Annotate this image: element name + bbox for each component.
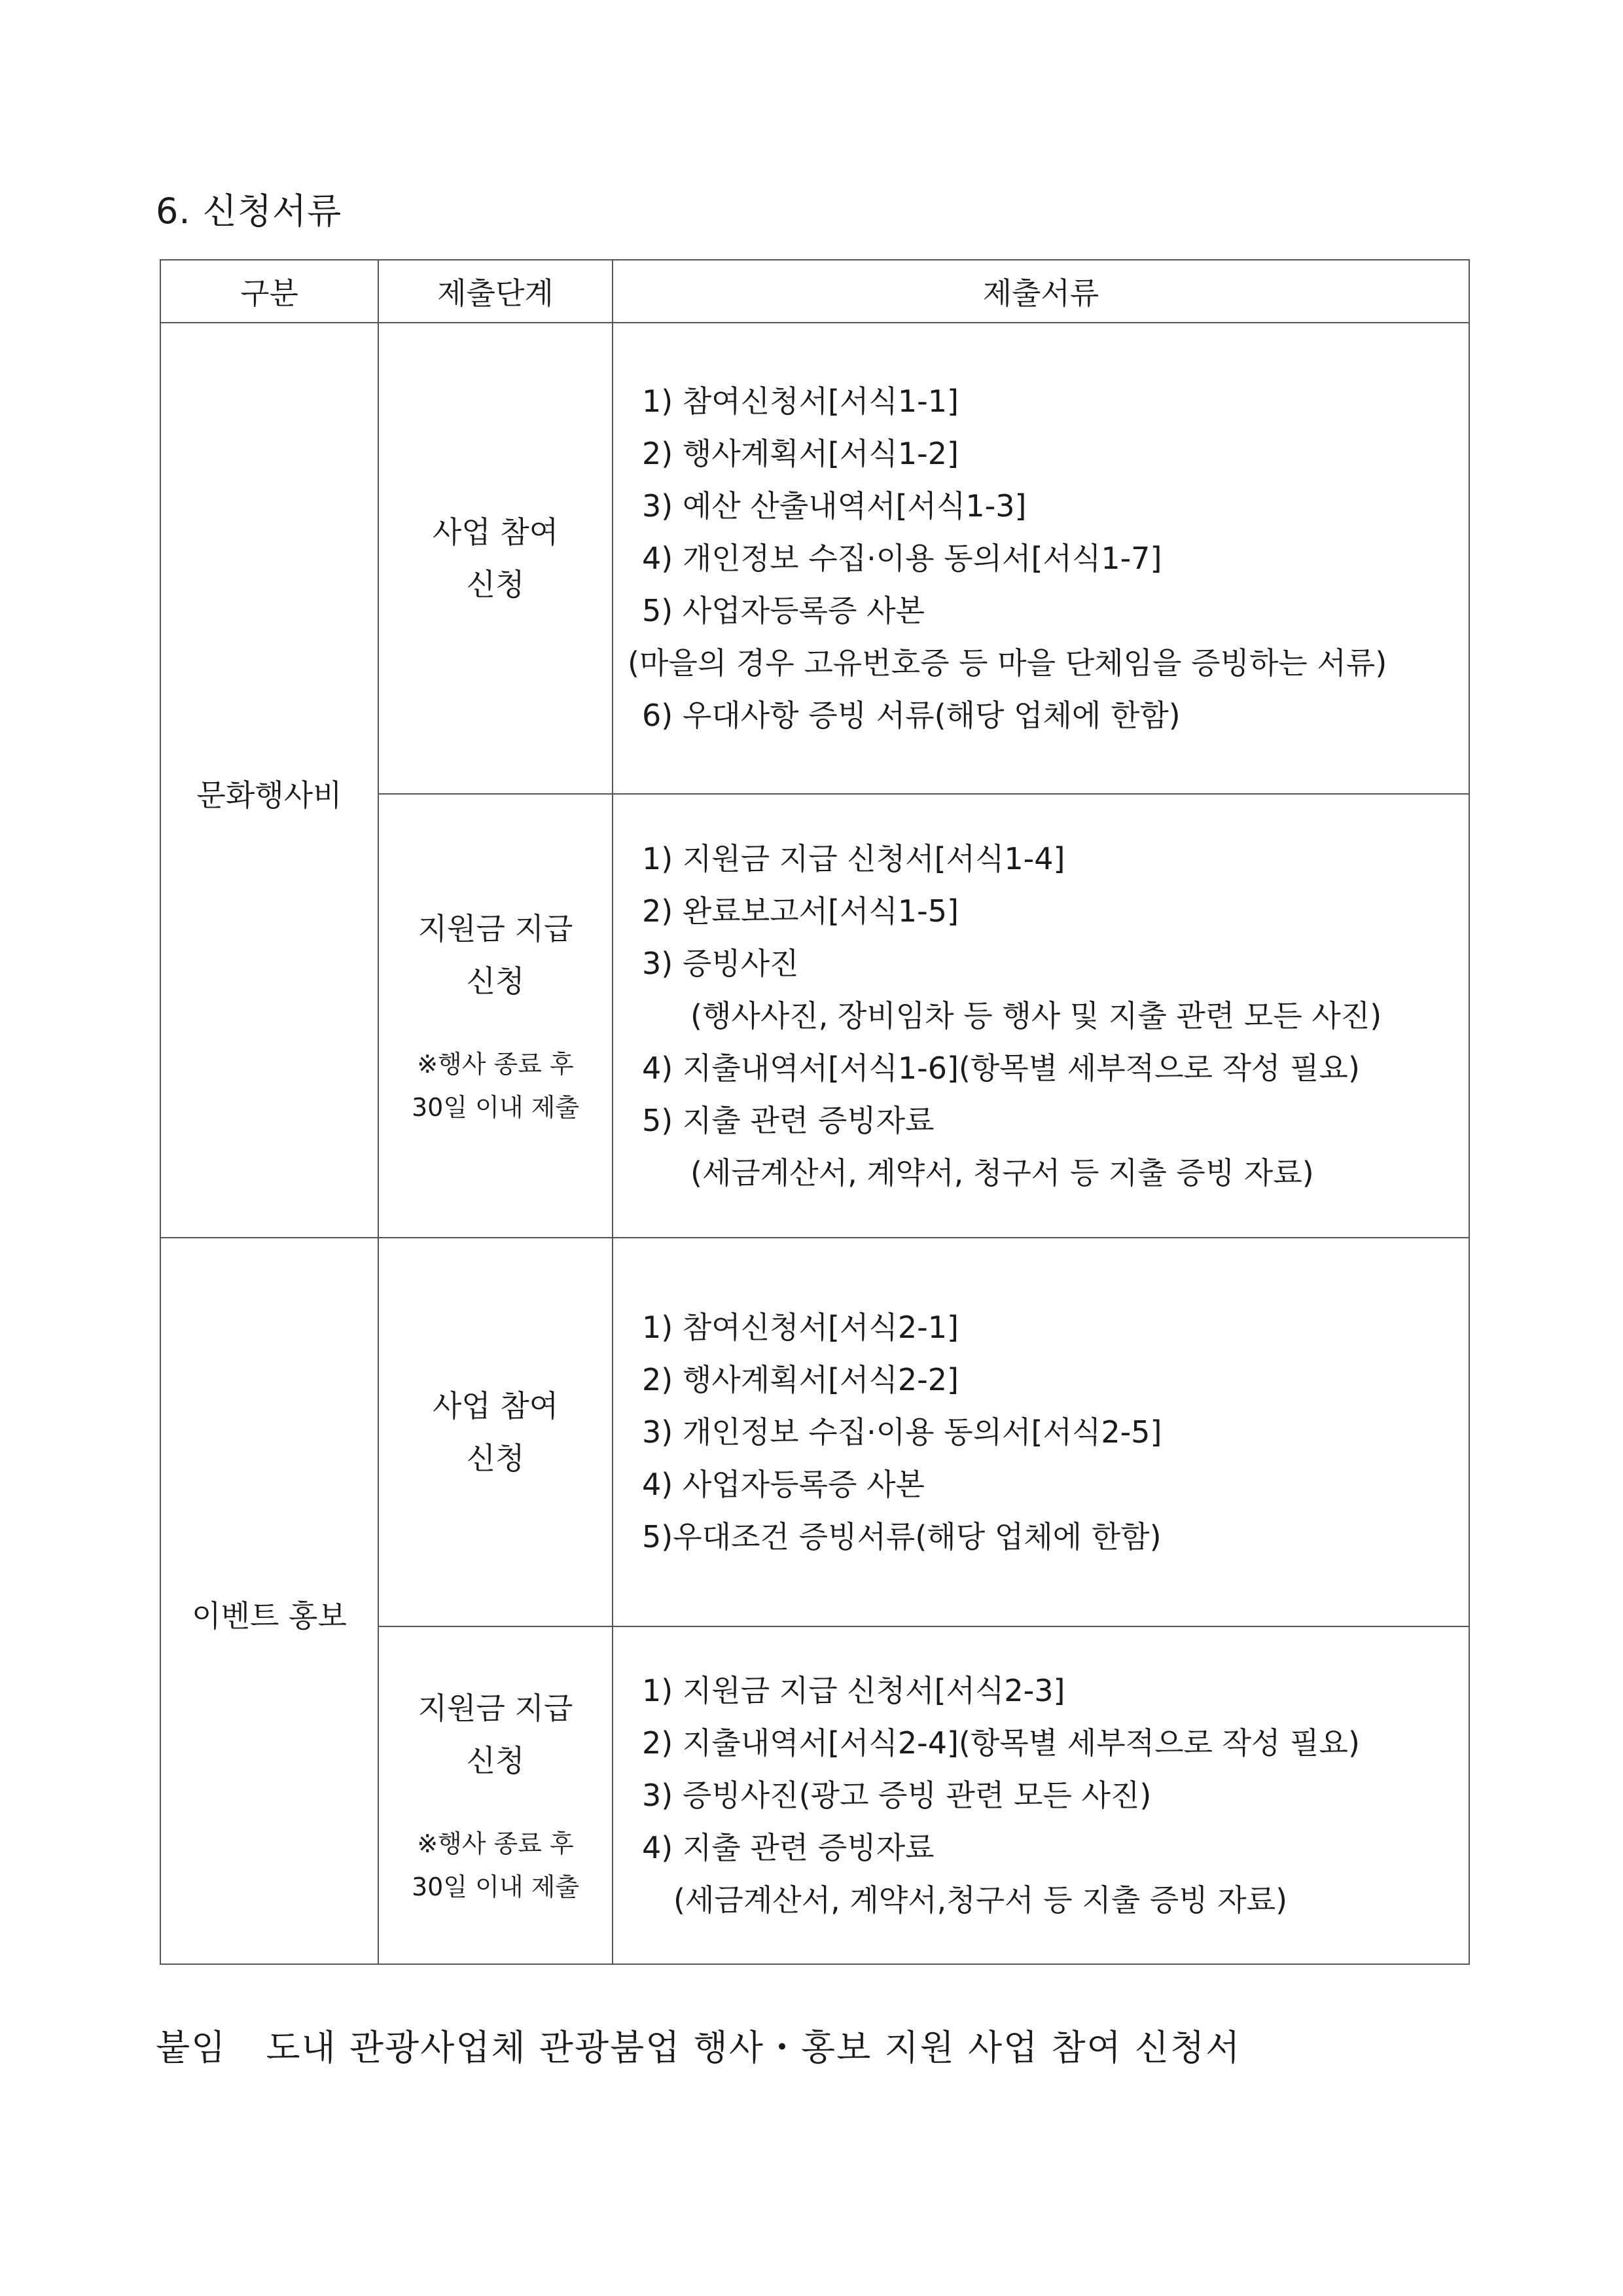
document-item: 2) 행사계획서[서식1-2] xyxy=(642,436,959,471)
document-item: 5)우대조건 증빙서류(해당 업체에 한함) xyxy=(642,1519,1162,1554)
category-label: 이벤트 홍보 xyxy=(192,1598,347,1634)
documents-table xyxy=(160,259,1470,1965)
stage-line: 신청 xyxy=(466,1441,525,1476)
stage-line: 지원금 지급 xyxy=(418,911,573,946)
document-item: 2) 완료보고서[서식1-5] xyxy=(642,893,959,929)
table-row xyxy=(160,323,1469,794)
stage-note: 30일 이내 제출 xyxy=(411,1093,580,1122)
header-stage: 제출단계 xyxy=(378,260,613,323)
category-cell xyxy=(160,323,378,1238)
document-item: 1) 참여신청서[서식2-1] xyxy=(642,1310,959,1345)
document-item: 1) 지원금 지급 신청서[서식2-3] xyxy=(642,1673,1065,1708)
document-item: 3) 개인정보 수집·이용 동의서[서식2-5] xyxy=(642,1414,1162,1450)
section-title: 6. 신청서류 xyxy=(156,190,342,232)
documents-cell xyxy=(613,1626,1469,1964)
documents-cell xyxy=(613,794,1469,1238)
attachment-line xyxy=(156,2025,1241,2071)
document-item: 3) 예산 산출내역서[서식1-3] xyxy=(642,488,1027,524)
stage-cell xyxy=(378,1238,613,1626)
category-cell xyxy=(160,1238,378,1964)
documents-cell xyxy=(613,323,1469,794)
document-item: 5) 지출 관련 증빙자료 xyxy=(642,1103,935,1138)
document-item-detail: (마을의 경우 고유번호증 등 마을 단체임을 증빙하는 서류) xyxy=(628,645,1387,681)
document-item: 3) 증빙사진 xyxy=(642,946,799,981)
document-item-detail: (세금계산서, 계약서, 청구서 등 지출 증빙 자료) xyxy=(690,1155,1314,1191)
document-item: 4) 개인정보 수집·이용 동의서[서식1-7] xyxy=(642,541,1162,576)
stage-note: 30일 이내 제출 xyxy=(411,1873,580,1901)
stage-line: 지원금 지급 xyxy=(418,1691,573,1726)
document-item: 1) 지원금 지급 신청서[서식1-4] xyxy=(642,841,1065,876)
document-item: 4) 지출내역서[서식1-6](항목별 세부적으로 작성 필요) xyxy=(642,1050,1360,1086)
document-item: 4) 사업자등록증 사본 xyxy=(642,1467,925,1502)
document-item: 2) 행사계획서[서식2-2] xyxy=(642,1362,959,1397)
stage-line: 사업 참여 xyxy=(432,1388,559,1424)
document-item: 3) 증빙사진(광고 증빙 관련 모든 사진) xyxy=(642,1778,1152,1813)
attachment-label: 붙임 xyxy=(156,2027,227,2068)
stage-line: 신청 xyxy=(466,963,525,999)
stage-line: 사업 참여 xyxy=(432,514,559,550)
stage-cell xyxy=(378,323,613,794)
stage-cell xyxy=(378,794,613,1238)
stage-cell xyxy=(378,1626,613,1964)
stage-note: ※행사 종료 후 xyxy=(417,1050,574,1079)
category-label: 문화행사비 xyxy=(196,778,342,813)
document-item: 4) 지출 관련 증빙자료 xyxy=(642,1830,935,1865)
table-header-row xyxy=(160,260,1469,323)
document-item: 6) 우대사항 증빙 서류(해당 업체에 한함) xyxy=(642,698,1181,733)
document-item: 2) 지출내역서[서식2-4](항목별 세부적으로 작성 필요) xyxy=(642,1725,1360,1761)
header-category: 구분 xyxy=(160,260,378,323)
header-documents: 제출서류 xyxy=(613,260,1469,323)
table-row xyxy=(160,1238,1469,1626)
attachment-title: 도내 관광사업체 관광붐업 행사・홍보 지원 사업 참여 신청서 xyxy=(266,2027,1241,2068)
document-item: 1) 참여신청서[서식1-1] xyxy=(642,384,959,419)
document-item-detail: (세금계산서, 계약서,청구서 등 지출 증빙 자료) xyxy=(673,1882,1288,1918)
document-item: 5) 사업자등록증 사본 xyxy=(642,593,925,628)
document-item-detail: (행사사진, 장비임차 등 행사 및 지출 관련 모든 사진) xyxy=(690,998,1382,1033)
stage-line: 신청 xyxy=(466,1743,525,1778)
stage-line: 신청 xyxy=(466,567,525,602)
stage-note: ※행사 종료 후 xyxy=(417,1829,574,1858)
documents-cell xyxy=(613,1238,1469,1626)
